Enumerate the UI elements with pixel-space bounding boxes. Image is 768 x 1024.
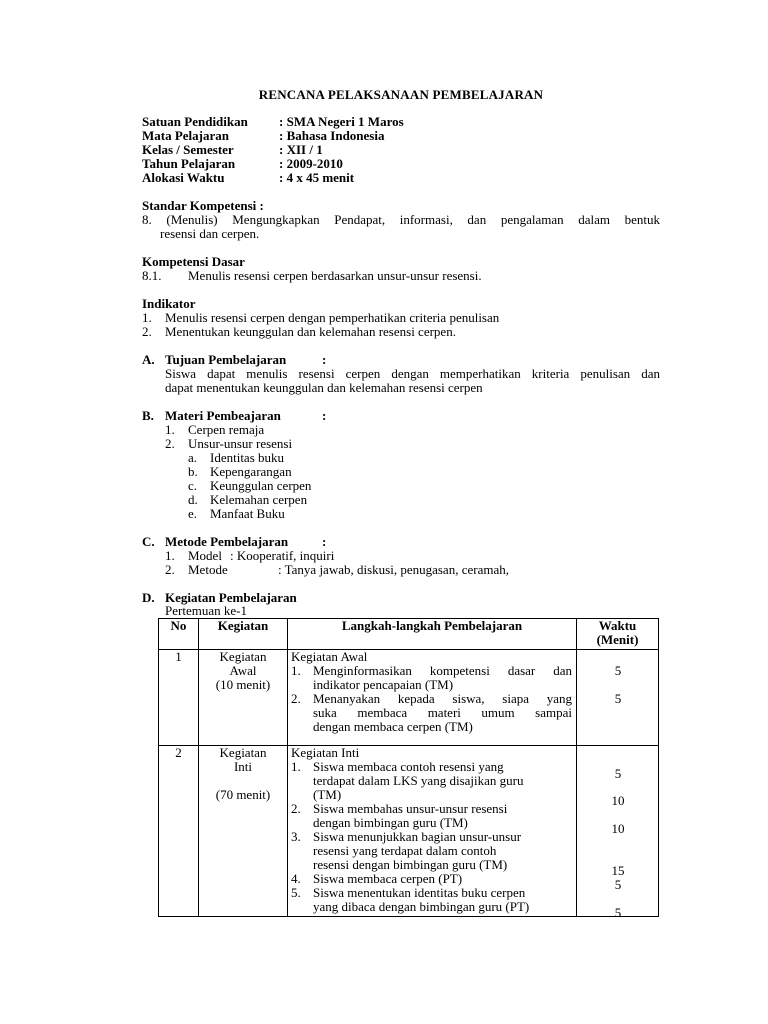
identity-label: Mata Pelajaran (142, 128, 230, 143)
step-number: 1. (291, 759, 301, 774)
list-number: 2. (165, 436, 175, 451)
step-number: 1. (291, 663, 301, 678)
row-langkah (288, 650, 577, 746)
list-item: Cerpen remaja (188, 422, 265, 437)
list-number: 2. (165, 562, 175, 577)
row-no-value: 1 (175, 649, 182, 664)
header-langkah (288, 619, 577, 650)
sublist-letter: e. (188, 506, 198, 521)
step-text: Menginformasikan kompetensi dasar dan (313, 663, 572, 678)
metode-value: : Kooperatif, inquiri (230, 548, 335, 563)
sublist-item: Manfaat Buku (210, 506, 285, 521)
pertemuan-label: Pertemuan ke-1 (165, 603, 247, 618)
step-text: Siswa membahas unsur-unsur resensi (313, 801, 508, 816)
step-text: Siswa menentukan identitas buku cerpen (313, 885, 526, 900)
section-letter: D. (142, 590, 155, 605)
list-number: 1. (142, 310, 152, 325)
tujuan-text: Siswa dapat menulis resensi cerpen dengan memperhatikan kriteria penulisan dan (165, 366, 660, 381)
heading-colon: : (322, 534, 327, 549)
sublist-letter: d. (188, 492, 198, 507)
identity-label: Satuan Pendidikan (142, 114, 248, 129)
step-text: dengan membaca cerpen (TM) (313, 719, 473, 734)
identity-value: : 4 x 45 menit (279, 170, 355, 185)
step-text: Siswa membaca cerpen (PT) (313, 871, 463, 886)
section-letter: C. (142, 534, 155, 549)
tujuan-heading: Tujuan Pembelajaran (165, 352, 287, 367)
heading-colon: : (322, 352, 327, 367)
langkah-title: Kegiatan Awal (291, 649, 368, 664)
row-waktu (577, 746, 659, 920)
waktu-value: 5 (614, 691, 622, 706)
step-text: resensi yang terdapat dalam contoh (313, 843, 497, 858)
metode-label: Metode (188, 562, 228, 577)
waktu-value: 5 (614, 766, 622, 781)
waktu-value: 15 (611, 863, 625, 878)
standar-heading: Standar Kompetensi : (142, 198, 264, 213)
step-number: 2. (291, 801, 301, 816)
section-letter: A. (142, 352, 155, 367)
row-kegiatan (199, 650, 288, 746)
section-letter: B. (142, 408, 154, 423)
step-text: yang dibaca dengan bimbingan guru (PT) (313, 899, 530, 914)
step-number: 3. (291, 829, 301, 844)
identity-label: Alokasi Waktu (142, 170, 225, 185)
list-item: Unsur-unsur resensi (188, 436, 293, 451)
kompetensi-text: Menulis resensi cerpen berdasarkan unsur-unsur resensi. (188, 268, 482, 283)
materi-heading: Materi Pembeajaran (165, 408, 281, 423)
document-title: RENCANA PELAKSANAAN PEMBELAJARAN (258, 87, 544, 102)
identity-value: : 2009-2010 (279, 156, 343, 171)
step-text: indikator pencapaian (TM) (313, 677, 454, 692)
row-no (159, 746, 199, 917)
standar-text: 8. (Menulis) Mengungkapkan Pendapat, informasi, dan pengalaman dalam bentuk (142, 212, 660, 227)
tujuan-text: dapat menentukan keunggulan dan kelemahan resensi cerpen (165, 380, 483, 395)
waktu-value: 5 (614, 905, 622, 920)
row-kegiatan (199, 746, 288, 917)
list-number: 2. (142, 324, 152, 339)
identity-label: Kelas / Semester (142, 142, 234, 157)
kegiatan-name: Kegiatan (219, 745, 267, 760)
list-number: 1. (165, 548, 175, 563)
row-no-value: 2 (175, 745, 182, 760)
step-number: 4. (291, 871, 301, 886)
header-no (159, 619, 199, 650)
step-number: 5. (291, 885, 301, 900)
kegiatan-name: Awal (229, 663, 257, 678)
list-item: Menulis resensi cerpen dengan pemperhatikan criteria penulisan (165, 310, 500, 325)
kegiatan-duration: (70 menit) (215, 787, 271, 802)
table-row (159, 746, 659, 917)
row-waktu (577, 650, 659, 746)
sublist-letter: a. (188, 450, 198, 465)
header-waktu-label: Waktu (598, 618, 637, 633)
waktu-value: 10 (611, 793, 625, 808)
metode-label: Model (188, 548, 222, 563)
sublist-item: Kelemahan cerpen (210, 492, 308, 507)
row-langkah (288, 746, 577, 917)
kegiatan-table (158, 618, 659, 920)
step-text: Siswa menunjukkan bagian unsur-unsur (313, 829, 522, 844)
identity-value: : SMA Negeri 1 Maros (279, 114, 404, 129)
kegiatan-name: Inti (233, 759, 253, 774)
sublist-letter: c. (188, 478, 198, 493)
heading-colon: : (322, 408, 327, 423)
table-header-row (159, 619, 659, 650)
metode-heading: Metode Pembelajaran (165, 534, 289, 549)
kompetensi-number: 8.1. (142, 268, 162, 283)
table-row (159, 650, 659, 746)
waktu-value: 10 (611, 821, 625, 836)
step-text: Menanyakan kepada siswa, siapa yang (313, 691, 572, 706)
step-text: Siswa membaca contoh resensi yang (313, 759, 504, 774)
kegiatan-name: Kegiatan (219, 649, 267, 664)
header-menit-label: (Menit) (596, 632, 639, 647)
header-kegiatan-label: Kegiatan (217, 618, 269, 633)
kompetensi-heading: Kompetensi Dasar (142, 254, 245, 269)
list-number: 1. (165, 422, 175, 437)
identity-value: : Bahasa Indonesia (279, 128, 385, 143)
langkah-title: Kegiatan Inti (291, 745, 360, 760)
header-no-label: No (170, 618, 187, 633)
indikator-heading: Indikator (142, 296, 196, 311)
sublist-letter: b. (188, 464, 198, 479)
step-text: dengan bimbingan guru (TM) (313, 815, 468, 830)
identity-label: Tahun Pelajaran (142, 156, 236, 171)
header-waktu (577, 619, 659, 650)
sublist-item: Identitas buku (210, 450, 285, 465)
row-no (159, 650, 199, 746)
waktu-value: 5 (614, 663, 622, 678)
kegiatan-duration: (10 menit) (215, 677, 271, 692)
waktu-value: 5 (614, 877, 622, 892)
header-langkah-label: Langkah-langkah Pembelajaran (341, 618, 523, 633)
step-text: suka membaca materi umum sampai (313, 705, 572, 720)
step-text: terdapat dalam LKS yang disajikan guru (313, 773, 524, 788)
sublist-item: Keunggulan cerpen (210, 478, 312, 493)
step-text: (TM) (313, 787, 342, 802)
standar-text: resensi dan cerpen. (160, 226, 260, 241)
header-kegiatan (199, 619, 288, 650)
step-number: 2. (291, 691, 301, 706)
identity-value: : XII / 1 (279, 142, 323, 157)
kegiatan-heading: Kegiatan Pembelajaran (165, 590, 297, 605)
sublist-item: Kepengarangan (210, 464, 292, 479)
step-text: resensi dengan bimbingan guru (TM) (313, 857, 508, 872)
metode-value: : Tanya jawab, diskusi, penugasan, ceramah, (278, 562, 509, 577)
list-item: Menentukan keunggulan dan kelemahan resensi cerpen. (165, 324, 456, 339)
